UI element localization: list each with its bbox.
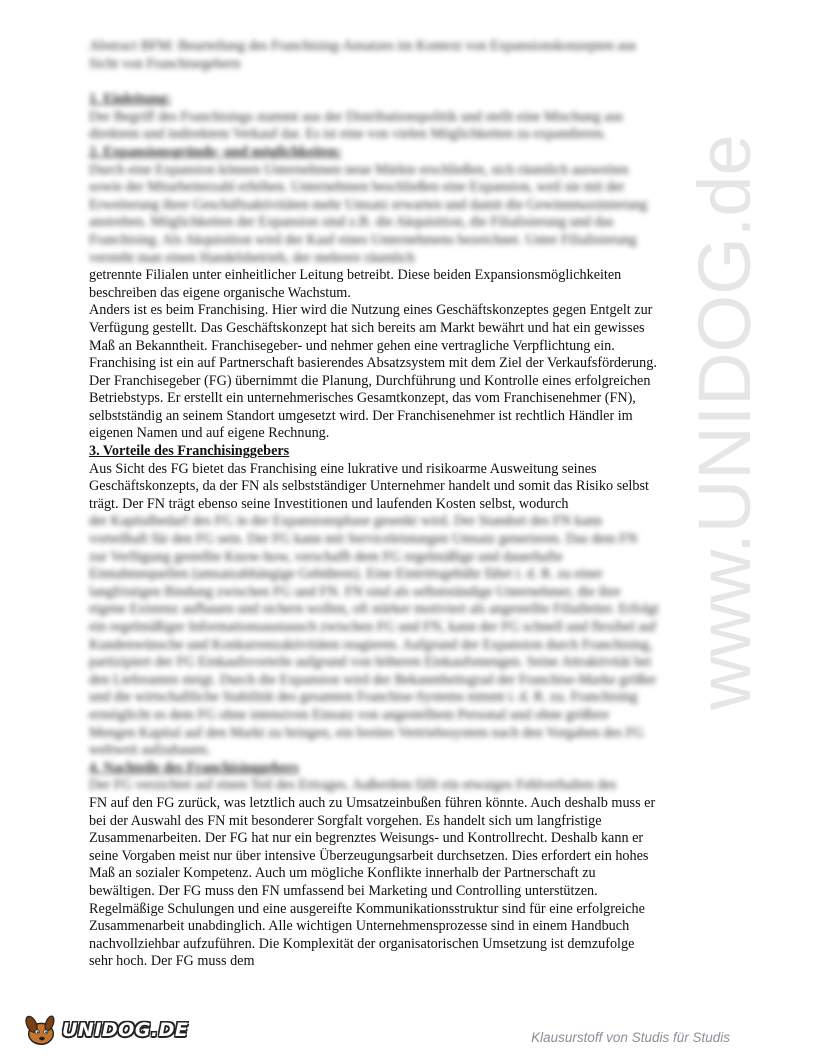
section-2-text: getrennte Filialen unter einheitlicher Leitung betreibt. Diese beiden Expansionsmöglichkeiten beschreiben das eigene organische Wachstum. <box>89 267 622 301</box>
section-1-text: Der Begriff des Franchisings stammt aus der Distributionspolitik und stellt eine Mischung aus direktem und indirektem Verkauf dar. Es ist eine von vielen Möglichkeiten zu expandieren. <box>89 108 624 143</box>
section-2-paragraph-2: Anders ist es beim Franchising. Hier wird die Nutzung eines Geschäftskonzeptes gegen Entgelt zur Verfügung gestellt. Das Geschäftskonzept hat sich bereits am Markt bewährt und hat ein gewisses Maß an Bekanntheit. Franchisegeber- und nehmer gehen eine vertragliche Verpflichtung ein. Franchising ist ein auf Partnerschaft basierendes Absatzsystem mit dem Ziel der Verkaufsförderung. Der Franchisegeber (FG) übernimmt die Planung, Durchführung und Kontrolle eines erfolgreichen Betriebstyps. Er erstellt ein unternehmerisches Gesamtkonzept, das vom Franchisenehmer (FN), selbstständig an seinem Standort umgesetzt wird. Der Franchisenehmer ist rechtlich Händler im eigenen Namen und auf eigene Rechnung. <box>89 302 657 442</box>
section-2-text-blurred: Durch eine Expansion können Unternehmen neue Märkte erschließen, sich räumlich ausweiten sowie der Mitarbeiterzahl erhöhen. Unternehmen beschließen eine Expansion, weil sie mit der Erweiterung ihrer Geschäftsaktivitäten mehr Umsatz erwarten und damit die Gewinnmaximierung anstreben. Möglichkeiten der Expansion sind z.B. die Akquisition, die Filialisierung und das Franchising. Als Akquisition wird der Kauf eines Unternehmens bezeichnet. Unter Filialisierung versteht man einen Handelsbetrieb, der mehrere räumlich <box>89 161 648 266</box>
section-4-text-blurred: Der FG verzichtet auf einen Teil des Ertrages. Außerdem fällt ein etwaiges Fehlverhalten des <box>89 777 617 794</box>
section-3-text-blurred: der Kapitalbedarf des FG in der Expansionsphase gesenkt wird. Der Standort des FN kann vorteilhaft für den FG sein. Der FG kann mit Serviceleistungen Umsatz generieren. Das dem FN zur Verfügung gestellte Know-how, verschafft dem FG regelmäßige und dauerhafte Einnahmequellen (umsatzabhängige Gebühren). Eine Eintrittsgebühr führt i. d. R. zu einer langfristigen Bindung zwischen FG und FN. FN sind als selbstständige Unternehmer, die ihre eigene Existenz aufbauen und sichern wollen, oft stärker motiviert als angestellte Filialleiter. Erfolgt ein regelmäßiger Informationsaustausch zwischen FG und FN, kann der FG schnell und flexibel auf Kundenwünsche und Konkurrenzaktivitäten reagieren. Aufgrund der Expansion durch Franchising, partizipiert der FG Einkaufsvorteile aufgrund von höheren Einkaufsmengen. Seine Attraktivität bei den Lieferanten steigt. Durch die Expansion wird der Bekanntheitsgrad der Franchise-Marke größer und die wirtschaftliche Stabilität des gesamten Franchise-Systems nimmt i. d. R. zu. Franchising ermöglicht es dem FG ohne intensiven Einsatz von angestelltem Personal und ohne größere Mengen Kapital auf den Markt zu bringen, ein breites Vertriebssystem nach den Vorgaben des FG weltweit aufzubauen. <box>89 513 659 759</box>
watermark-svg <box>632 134 822 710</box>
document-title: Abstract BFM: Beurteilung des Franchising-Ansatzes im Kontext von Expansionskonzepten aus Sicht von Franchisegebern <box>89 38 637 72</box>
section-1 <box>89 91 659 267</box>
section-3-blurred <box>89 513 659 795</box>
logo-text: UNIDOG.DE <box>62 1019 189 1041</box>
unidog-logo <box>22 1010 189 1050</box>
watermark-text: www.UNIDOG.de <box>683 134 766 710</box>
section-4-heading: 4. Nachteile des Franchisinggebers <box>89 759 299 776</box>
section-3-heading: 3. Vorteile des Franchisinggebers <box>89 443 290 460</box>
section-1-heading: 1. Einleitung: <box>89 91 171 108</box>
section-3-text: Aus Sicht des FG bietet das Franchising eine lukrative und risikoarme Ausweitung seines Geschäftskonzepts, da der FN als selbstständiger Unternehmer handelt und somit das Risiko selbst trägt. Der FN trägt ebenso seine Investitionen und laufenden Kosten selbst, wodurch <box>89 460 649 512</box>
document-body <box>89 38 659 971</box>
section-2-heading: 2. Expansionsgründe- und möglichkeiten: <box>89 143 342 160</box>
footer-slogan: Klausurstoff von Studis für Studis <box>531 1030 730 1045</box>
dog-mascot-icon <box>22 1011 60 1049</box>
watermark <box>632 134 822 710</box>
section-4-text: FN auf den FG zurück, was letztlich auch zu Umsatzeinbußen führen könnte. Auch deshalb muss er bei der Auswahl des FN mit besonderer Sorgfalt vorgehen. Es handelt sich um langfristige Zusammenarbeiten. Der FG hat nur ein begrenztes Weisungs- und Kontrollrecht. Deshalb kann er seine Vorgaben meist nur über intensive Überzeugungsarbeit durchsetzen. Dies erfordert ein hohes Maß an sozialer Kompetenz. Auch um mögliche Konflikte innerhalb der Partnerschaft zu bewältigen. Der FG muss den FN umfassend bei Marketing und Controlling unterstützen. Regelmäßige Schulungen und eine ausgereifte Kommunikationsstruktur sind für eine erfolgreiche Zusammenarbeit unabdinglich. Alle wichtigen Unternehmensprozesse sind in einem Handbuch nachvollziehbar aufzuführen. Die Komplexität der organisatorischen Umsetzung ist demzufolge sehr hoch. Der FG muss dem <box>89 794 656 970</box>
